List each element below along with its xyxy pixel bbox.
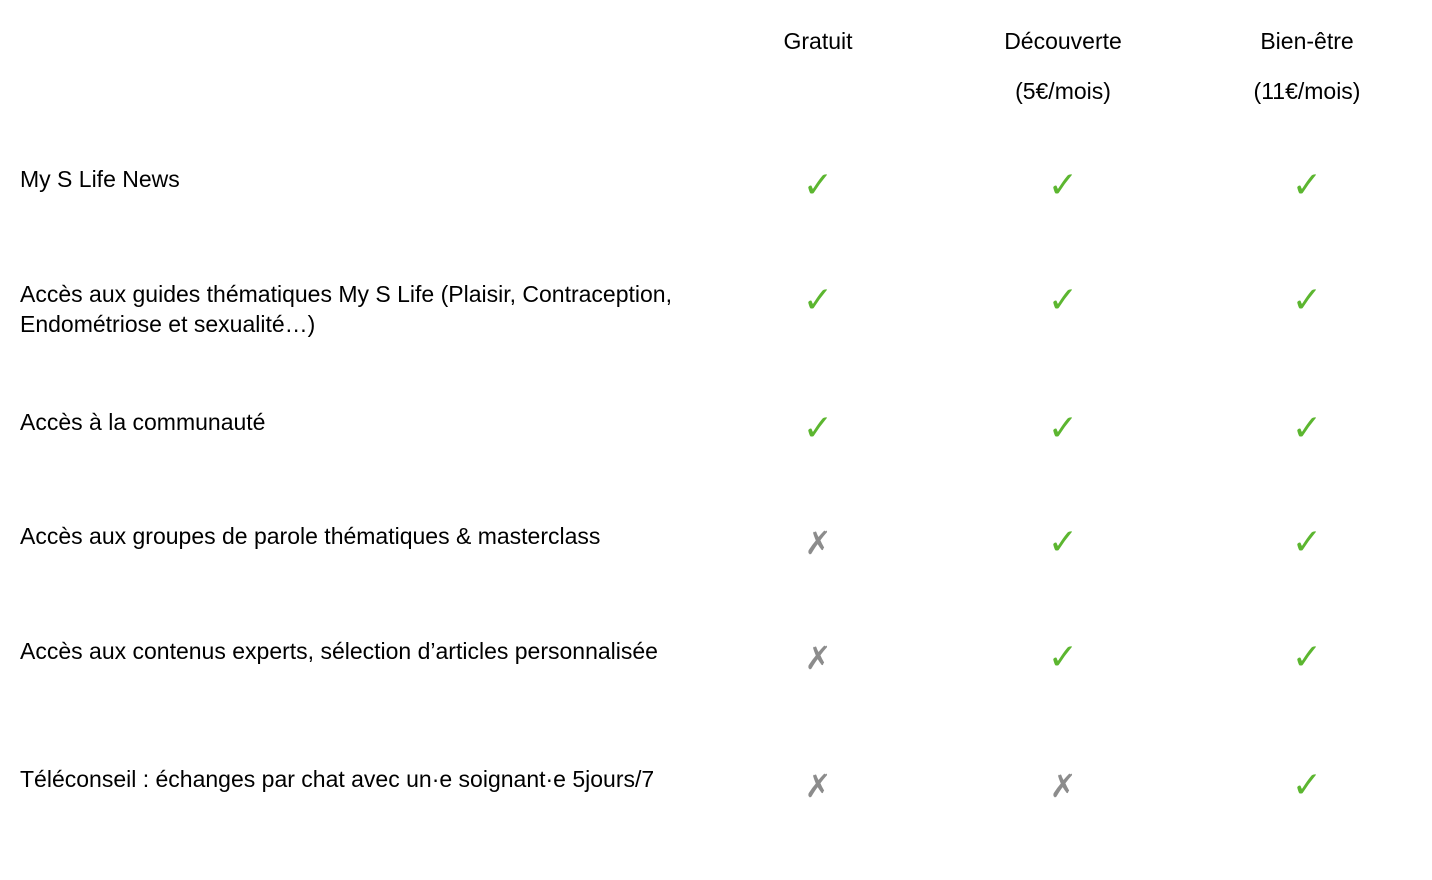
plan-price: (5€/mois) — [1015, 78, 1111, 104]
feature-label: Accès aux contenus experts, sélection d’articles personnalisée — [20, 638, 658, 664]
checkmark-icon: ✓ — [1291, 408, 1323, 449]
checkmark-icon: ✓ — [1291, 637, 1323, 678]
feature-label: Téléconseil : échanges par chat avec un·e soignant·e 5jours/7 — [20, 766, 655, 792]
plan-name: Découverte — [1004, 28, 1122, 54]
checkmark-icon: ✓ — [1291, 280, 1323, 321]
plan-price: (11€/mois) — [1253, 78, 1361, 104]
plan-header-decouverte — [943, 16, 1183, 116]
checkmark-icon: ✓ — [802, 408, 834, 449]
checkmark-icon: ✓ — [802, 165, 834, 206]
plan-name: Gratuit — [783, 28, 853, 54]
cross-icon: ✗ — [804, 639, 832, 677]
checkmark-icon: ✓ — [1291, 165, 1323, 206]
feature-label: Accès aux guides thématiques My S Life (Plaisir, Contraception, Endométriose et sexualité…) — [20, 281, 672, 337]
feature-label: My S Life News — [20, 166, 180, 192]
plan-header-gratuit — [698, 16, 938, 66]
cross-icon: ✗ — [1049, 767, 1077, 805]
checkmark-icon: ✓ — [1047, 280, 1079, 321]
checkmark-icon: ✓ — [1047, 165, 1079, 206]
checkmark-icon: ✓ — [1291, 765, 1323, 806]
plan-header-bien-etre — [1187, 16, 1427, 116]
checkmark-icon: ✓ — [802, 280, 834, 321]
checkmark-icon: ✓ — [1047, 637, 1079, 678]
checkmark-icon: ✓ — [1047, 522, 1079, 563]
checkmark-icon: ✓ — [1291, 522, 1323, 563]
feature-label: Accès aux groupes de parole thématiques & masterclass — [20, 523, 601, 549]
feature-label: Accès à la communauté — [20, 409, 266, 435]
cross-icon: ✗ — [804, 767, 832, 805]
cross-icon: ✗ — [804, 524, 832, 562]
checkmark-icon: ✓ — [1047, 408, 1079, 449]
plan-name: Bien-être — [1260, 28, 1354, 54]
